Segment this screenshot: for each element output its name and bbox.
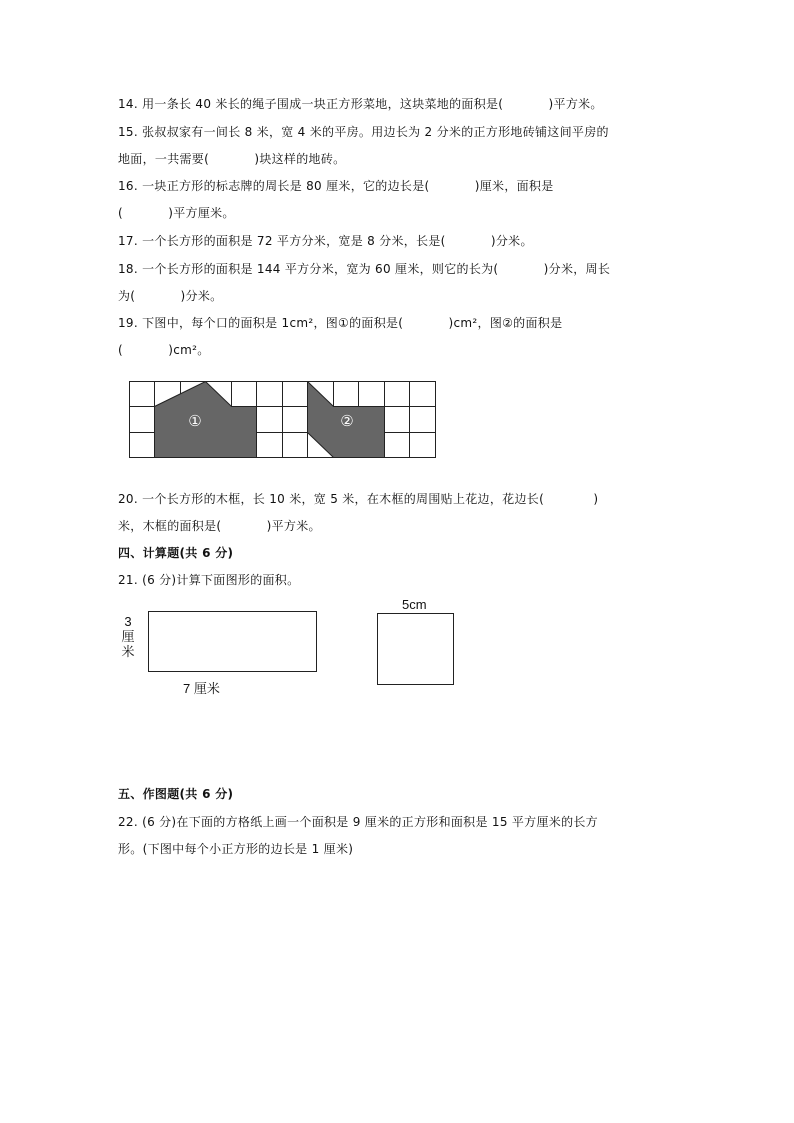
shape-2-label: ②: [340, 412, 354, 430]
shape-1: [155, 382, 257, 458]
question-21: 21. (6 分)计算下面图形的面积。: [118, 573, 300, 587]
question-19-line2: ( )cm²。: [118, 343, 210, 357]
rectangle-width-label: 7 厘米: [183, 681, 220, 696]
question-18-line1: 18. 一个长方形的面积是 144 平方分米，宽为 60 厘米，则它的长为( )分米，周长: [118, 262, 611, 276]
grid-figure-19-svg: [129, 381, 437, 459]
question-22-line2: 形。(下图中每个小正方形的边长是 1 厘米): [118, 842, 354, 856]
question-22-line1: 22. (6 分)在下面的方格纸上画一个面积是 9 厘米的正方形和面积是 15 平方厘米的长方: [118, 815, 598, 829]
section-5-heading: 五、作图题(共 6 分): [118, 787, 234, 801]
question-16-line2: ( )平方厘米。: [118, 206, 235, 220]
question-17: 17. 一个长方形的面积是 72 平方分米，宽是 8 分米，长是( )分米。: [118, 234, 533, 248]
question-14: 14. 用一条长 40 米长的绳子围成一块正方形菜地，这块菜地的面积是( )平方米。: [118, 97, 603, 111]
section-4-heading: 四、计算题(共 6 分): [118, 546, 234, 560]
rectangle-figure: [148, 611, 317, 672]
question-20-line1: 20. 一个长方形的木框，长 10 米，宽 5 米，在木框的周围贴上花边，花边长( ): [118, 492, 599, 506]
question-16-line1: 16. 一块正方形的标志牌的周长是 80 厘米，它的边长是( )厘米，面积是: [118, 179, 554, 193]
question-20-line2: 米，木框的面积是( )平方米。: [118, 519, 321, 533]
question-15-line2: 地面，一共需要( )块这样的地砖。: [118, 152, 346, 166]
question-19-line1: 19. 下图中，每个口的面积是 1cm²，图①的面积是( )cm²，图②的面积是: [118, 316, 563, 330]
shape-1-label: ①: [188, 412, 202, 430]
grid-figure-19: [129, 381, 437, 463]
square-side-label: 5cm: [402, 597, 427, 612]
rectangle-height-label: 3 厘米: [121, 614, 135, 659]
question-15-line1: 15. 张叔叔家有一间长 8 米，宽 4 米的平房。用边长为 2 分米的正方形地砖铺这间平房的: [118, 125, 609, 139]
question-18-line2: 为( )分米。: [118, 289, 223, 303]
square-figure: [377, 613, 454, 685]
